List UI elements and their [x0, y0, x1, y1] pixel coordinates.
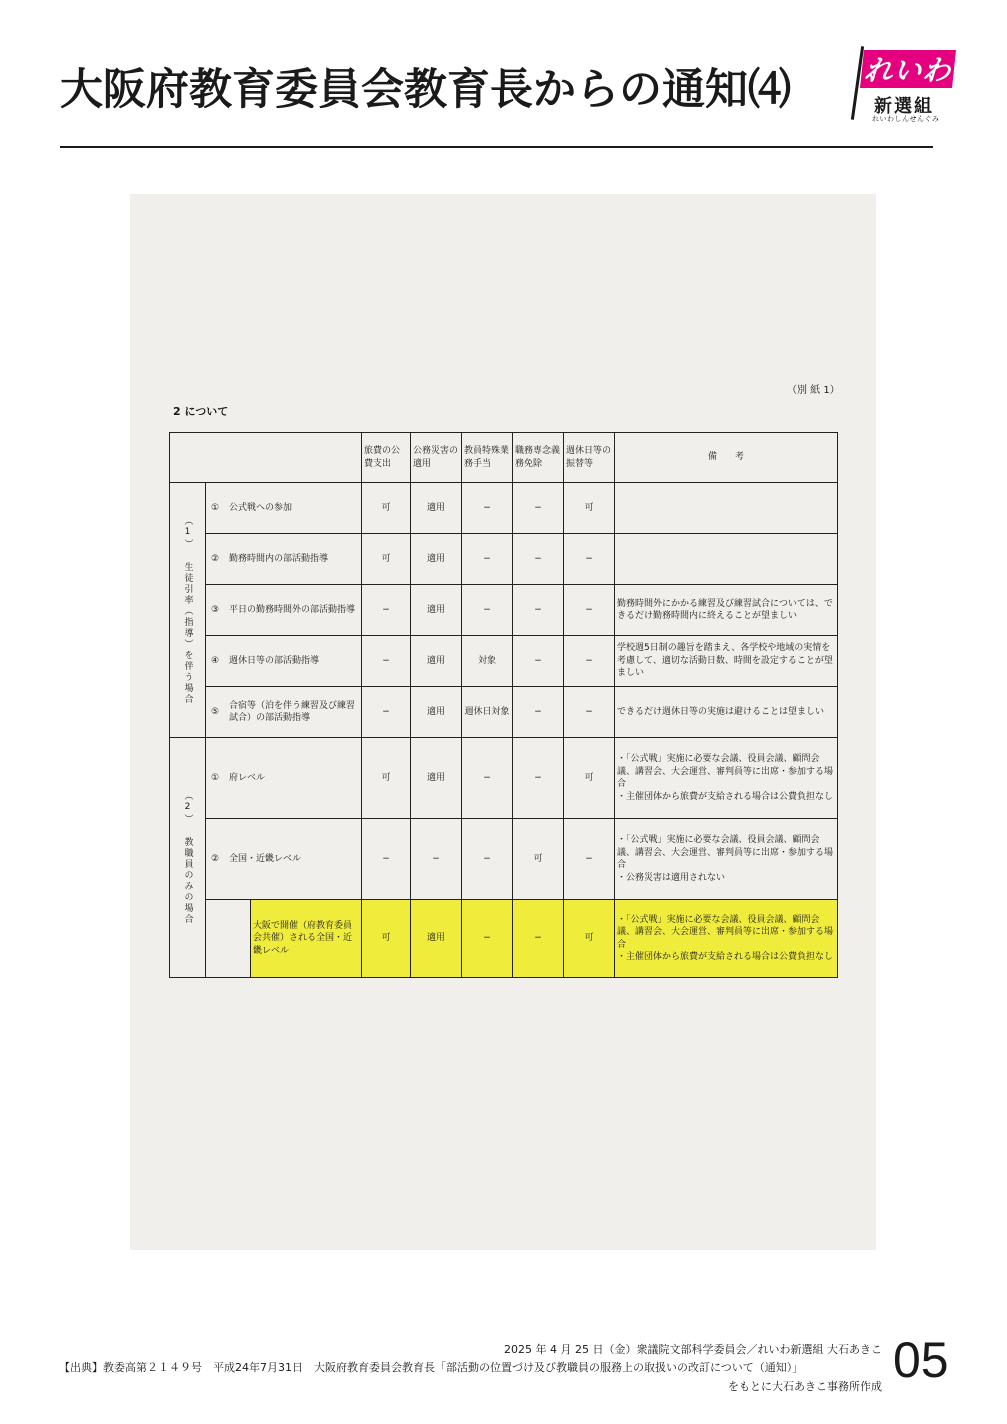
value-cell: −	[411, 819, 462, 900]
footer-line-1: 2025 年 4 月 25 日（金）衆議院文部科学委員会／れいわ新選組 大石あきこ	[504, 1343, 882, 1356]
page-number: 05	[893, 1332, 949, 1388]
value-cell: −	[462, 483, 513, 534]
value-cell: 可	[362, 900, 411, 978]
value-cell: 可	[362, 738, 411, 819]
header-cell: 公務災害の適用	[411, 433, 462, 483]
footer-line-3: をもとに大石あきこ事務所作成	[728, 1380, 882, 1393]
table-row	[170, 636, 838, 687]
value-cell: −	[362, 636, 411, 687]
value-cell: −	[564, 687, 615, 738]
value-cell: 適用	[411, 636, 462, 687]
value-cell: −	[462, 534, 513, 585]
value-cell: −	[564, 636, 615, 687]
logo-tiny: れいわしんせんぐみ	[872, 115, 940, 123]
group-label: （2） 教職員のみの場合	[170, 738, 206, 978]
value-cell: 可	[513, 819, 564, 900]
appendix-label: （別 紙 1）	[787, 385, 840, 396]
footer-source: 【出典】教委高第２１４９号 平成24年7月31日 大阪府教育委員会教育長「部活動の位置づけ及び教職員の服務上の取扱いの改訂について（通知）」	[59, 1361, 804, 1374]
value-cell: 週休日対象	[462, 687, 513, 738]
table-row	[170, 534, 838, 585]
value-cell: −	[513, 687, 564, 738]
table-header	[170, 433, 838, 483]
value-cell: 可	[362, 534, 411, 585]
value-cell: −	[462, 900, 513, 978]
note-cell: 学校週5日制の趣旨を踏まえ、各学校や地域の実情を考慮して、適切な活動日数、時間を設定することが望ましい	[615, 636, 838, 687]
value-cell: 適用	[411, 534, 462, 585]
row-label: ① 府レベル	[206, 738, 362, 819]
title-divider	[60, 146, 933, 148]
table-row	[170, 585, 838, 636]
value-cell: −	[564, 819, 615, 900]
group-label: （1） 生徒引率（指導）を伴う場合	[170, 483, 206, 738]
row-label: ② 勤務時間内の部活動指導	[206, 534, 362, 585]
value-cell: −	[462, 585, 513, 636]
reiwa-logo	[850, 46, 960, 126]
page-title: 大阪府教育委員会教育長からの通知⑷	[60, 65, 791, 115]
header-corner	[170, 433, 362, 483]
value-cell: 対象	[462, 636, 513, 687]
header-cell: 職務専念義務免除	[513, 433, 564, 483]
note-cell: ・「公式戦」実施に必要な会議、役員会議、顧問会議、講習会、大会運営、審判員等に出席・参加する場合 ・主催団体から旅費が支給される場合は公費負担なし	[615, 900, 838, 978]
row-label: ③ 平日の勤務時間外の部活動指導	[206, 585, 362, 636]
value-cell: −	[564, 534, 615, 585]
value-cell: −	[513, 534, 564, 585]
table-row	[170, 819, 838, 900]
value-cell: 適用	[411, 900, 462, 978]
note-cell: できるだけ週休日等の実施は避けることは望ましい	[615, 687, 838, 738]
row-label: 大阪で開催（府教育委員会共催）される全国・近畿レベル	[251, 900, 362, 978]
value-cell: −	[513, 738, 564, 819]
note-cell: ・「公式戦」実施に必要な会議、役員会議、顧問会議、講習会、大会運営、審判員等に出席・参加する場合 ・主催団体から旅費が支給される場合は公費負担なし	[615, 738, 838, 819]
row-label: ⑤ 合宿等（泊を伴う練習及び練習試合）の部活動指導	[206, 687, 362, 738]
value-cell: 可	[564, 738, 615, 819]
indent-cell	[206, 900, 251, 978]
value-cell: −	[513, 585, 564, 636]
value-cell: 適用	[411, 483, 462, 534]
value-cell: −	[362, 585, 411, 636]
row-label: ① 公式戦への参加	[206, 483, 362, 534]
value-cell: 可	[564, 900, 615, 978]
header-cell: 備 考	[615, 433, 838, 483]
value-cell: −	[513, 900, 564, 978]
value-cell: −	[462, 738, 513, 819]
value-cell: −	[513, 636, 564, 687]
value-cell: −	[462, 819, 513, 900]
note-cell	[615, 483, 838, 534]
note-cell: 勤務時間外にかかる練習及び練習試合については、できるだけ勤務時間内に終えることが望ましい	[615, 585, 838, 636]
row-label: ② 全国・近畿レベル	[206, 819, 362, 900]
logo-sub: 新選組	[874, 96, 934, 117]
value-cell: 適用	[411, 585, 462, 636]
table-row	[170, 687, 838, 738]
header-cell: 旅費の公費支出	[362, 433, 411, 483]
header-cell: 週休日等の振替等	[564, 433, 615, 483]
value-cell: −	[362, 819, 411, 900]
row-label: ④ 週休日等の部活動指導	[206, 636, 362, 687]
header-cell: 教員特殊業務手当	[462, 433, 513, 483]
note-cell	[615, 534, 838, 585]
duty-table	[169, 432, 838, 978]
note-cell: ・「公式戦」実施に必要な会議、役員会議、顧問会議、講習会、大会運営、審判員等に出席・参加する場合 ・公務災害は適用されない	[615, 819, 838, 900]
value-cell: 可	[564, 483, 615, 534]
value-cell: −	[564, 585, 615, 636]
value-cell: −	[513, 483, 564, 534]
table-row	[170, 738, 838, 819]
logo-name: れいわ	[862, 54, 954, 87]
value-cell: 適用	[411, 738, 462, 819]
logo-flag	[860, 50, 956, 88]
value-cell: 可	[362, 483, 411, 534]
table-row-highlighted	[170, 900, 838, 978]
value-cell: 適用	[411, 687, 462, 738]
value-cell: −	[362, 687, 411, 738]
table-row	[170, 483, 838, 534]
section-label: 2 について	[173, 405, 229, 418]
